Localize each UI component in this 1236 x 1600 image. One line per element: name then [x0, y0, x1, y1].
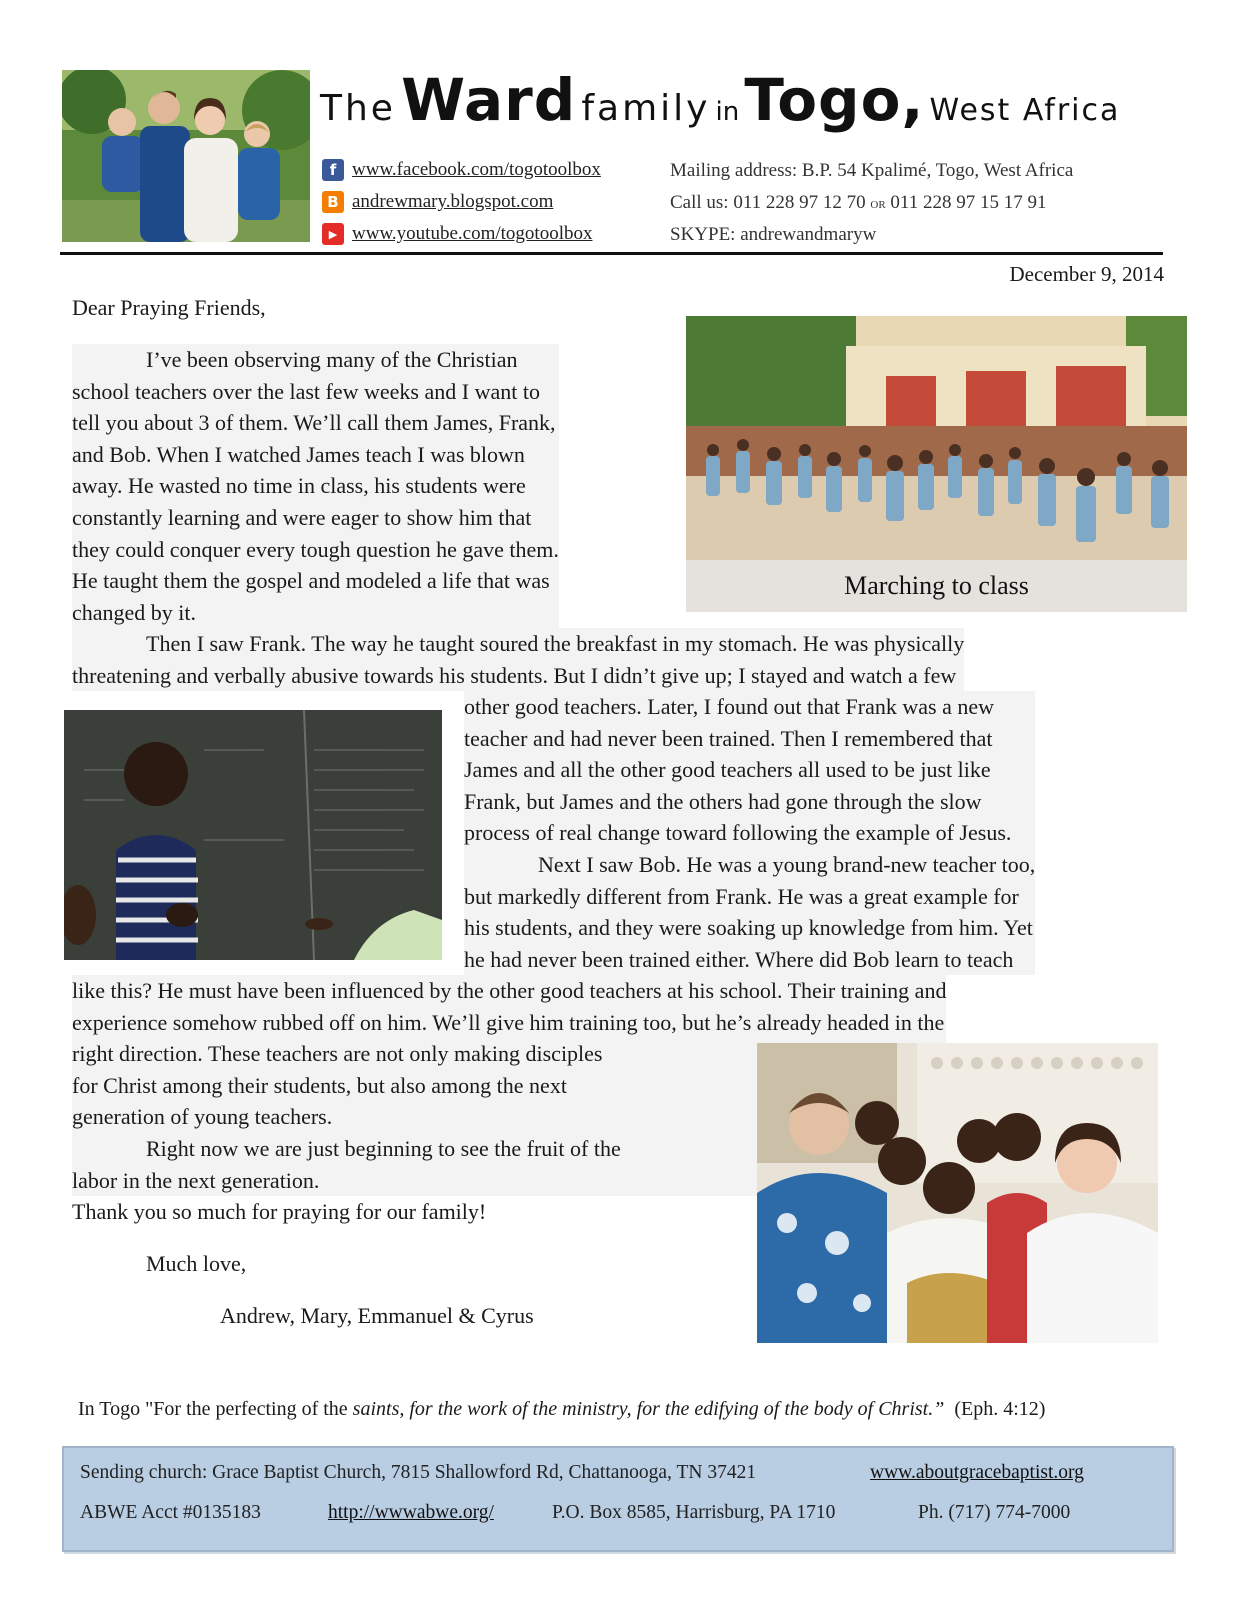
p1-line: and Bob. When I watched James teach I was blown: [72, 439, 559, 471]
phone-numbers: [670, 192, 1046, 214]
p1-line: changed by it.: [72, 597, 559, 629]
p2r-line: James and all the other good teachers all used to be just like: [464, 754, 1035, 786]
p2r-line: Frank, but James and the others had gone through the slow: [464, 786, 1035, 818]
verse-reference: (Eph. 4:12): [954, 1398, 1046, 1420]
title-ward: Ward: [401, 66, 577, 134]
paragraph-2-top: [72, 628, 964, 691]
p4-line: Right now we are just beginning to see the fruit of the: [72, 1133, 946, 1165]
signature: Andrew, Mary, Emmanuel & Cyrus: [220, 1303, 534, 1328]
p3-line: for Christ among their students, but also among the next: [72, 1070, 946, 1102]
title-west-africa: West Africa: [929, 93, 1121, 128]
closing: Much love,: [146, 1251, 247, 1276]
abwe-website-link[interactable]: [328, 1502, 494, 1524]
youtube-link-row[interactable]: [322, 220, 592, 248]
blogger-icon: B: [322, 191, 344, 213]
abwe-po-box: P.O. Box 8585, Harrisburg, PA 1710: [552, 1502, 836, 1523]
title-in: in: [715, 97, 740, 127]
letter-date: December 9, 2014: [1009, 262, 1164, 286]
facebook-link-row[interactable]: [322, 156, 601, 184]
mailing-address: Mailing address: B.P. 54 Kpalimé, Togo, West Africa: [670, 160, 1074, 181]
title-the: The: [320, 88, 396, 129]
p2-line: threatening and verbally abusive towards his students. But I didn’t give up; I stayed and watch a few: [72, 660, 964, 692]
header-divider: [60, 252, 1163, 255]
p1-line: they could conquer every tough question he gave them.: [72, 534, 559, 566]
p3r-line: but markedly different from Frank. He was a great example for: [464, 881, 1035, 913]
call-label: Call us: 011 228 97 12 70: [670, 192, 866, 213]
p2r-line: other good teachers. Later, I found out that Frank was a new: [464, 691, 1035, 723]
facebook-link[interactable]: www.facebook.com/togotoolbox: [352, 159, 601, 180]
youtube-icon: ▶: [322, 223, 344, 245]
verse-prefix: In Togo "For the perfecting of the: [78, 1398, 353, 1420]
p4-line: labor in the next generation.: [72, 1165, 946, 1197]
p1-line: away. He wasted no time in class, his students were: [72, 470, 559, 502]
scripture-verse: [78, 1398, 1045, 1421]
abwe-account: ABWE Acct #0135183: [80, 1502, 261, 1523]
p2-line: Then I saw Frank. The way he taught soured the breakfast in my stomach. He was physically: [72, 628, 964, 660]
title-togo: Togo,: [744, 66, 925, 134]
paragraph-1: [72, 344, 559, 628]
church-website-link[interactable]: [870, 1462, 1084, 1484]
p1-line: constantly learning and were eager to show him that: [72, 502, 559, 534]
group-photo: [757, 1043, 1158, 1343]
abwe-phone: Ph. (717) 774-7000: [918, 1502, 1071, 1523]
p1-line: school teachers over the last few weeks and I want to: [72, 376, 559, 408]
p1-line: tell you about 3 of them. We’ll call them James, Frank,: [72, 407, 559, 439]
verse-italic: saints, for the work of the ministry, for the edifying of the body of Christ.”: [352, 1398, 945, 1420]
paragraph-2-right: [464, 691, 1035, 975]
p3-line: experience somehow rubbed off on him. We’ll give him training too, but he’s already headed in the: [72, 1007, 946, 1039]
p3-line: generation of young teachers.: [72, 1101, 946, 1133]
church-url[interactable]: www.aboutgracebaptist.org: [870, 1462, 1084, 1483]
greeting: Dear Praying Friends,: [72, 295, 266, 320]
p3-line: like this? He must have been influenced by the other good teachers at his school. Their training and: [72, 975, 946, 1007]
blogger-link[interactable]: andrewmary.blogspot.com: [352, 191, 554, 212]
newsletter-title: [320, 66, 1120, 134]
p2r-line: teacher and had never been trained. Then I remembered that: [464, 723, 1035, 755]
skype-id: SKYPE: andrewandmaryw: [670, 224, 877, 245]
p3r-line: he had never been trained either. Where did Bob learn to teach: [464, 944, 1035, 976]
blogger-link-row[interactable]: [322, 188, 553, 216]
title-family: family: [581, 88, 711, 129]
marching-caption: Marching to class: [686, 560, 1187, 612]
p3r-line: Next I saw Bob. He was a young brand-new teacher too,: [464, 849, 1035, 881]
sending-church: Sending church: Grace Baptist Church, 7815 Shallowford Rd, Chattanooga, TN 37421: [80, 1462, 757, 1483]
p3r-line: his students, and they were soaking up knowledge from him. Yet: [464, 912, 1035, 944]
abwe-url[interactable]: http://wwwabwe.org/: [328, 1502, 494, 1523]
call-or: or: [870, 195, 886, 212]
p1-line: I’ve been observing many of the Christian: [72, 344, 559, 376]
youtube-link[interactable]: www.youtube.com/togotoolbox: [352, 223, 593, 244]
teacher-photo: [64, 710, 442, 960]
call-second: 011 228 97 15 17 91: [890, 192, 1047, 213]
thanks-line: Thank you so much for praying for our family!: [72, 1199, 487, 1224]
family-photo: [62, 70, 310, 242]
footer-box: [62, 1446, 1174, 1552]
p3-line: right direction. These teachers are not only making disciples: [72, 1038, 946, 1070]
facebook-icon: f: [322, 159, 344, 181]
p1-line: He taught them the gospel and modeled a life that was: [72, 565, 559, 597]
p2r-line: process of real change toward following the example of Jesus.: [464, 817, 1035, 849]
